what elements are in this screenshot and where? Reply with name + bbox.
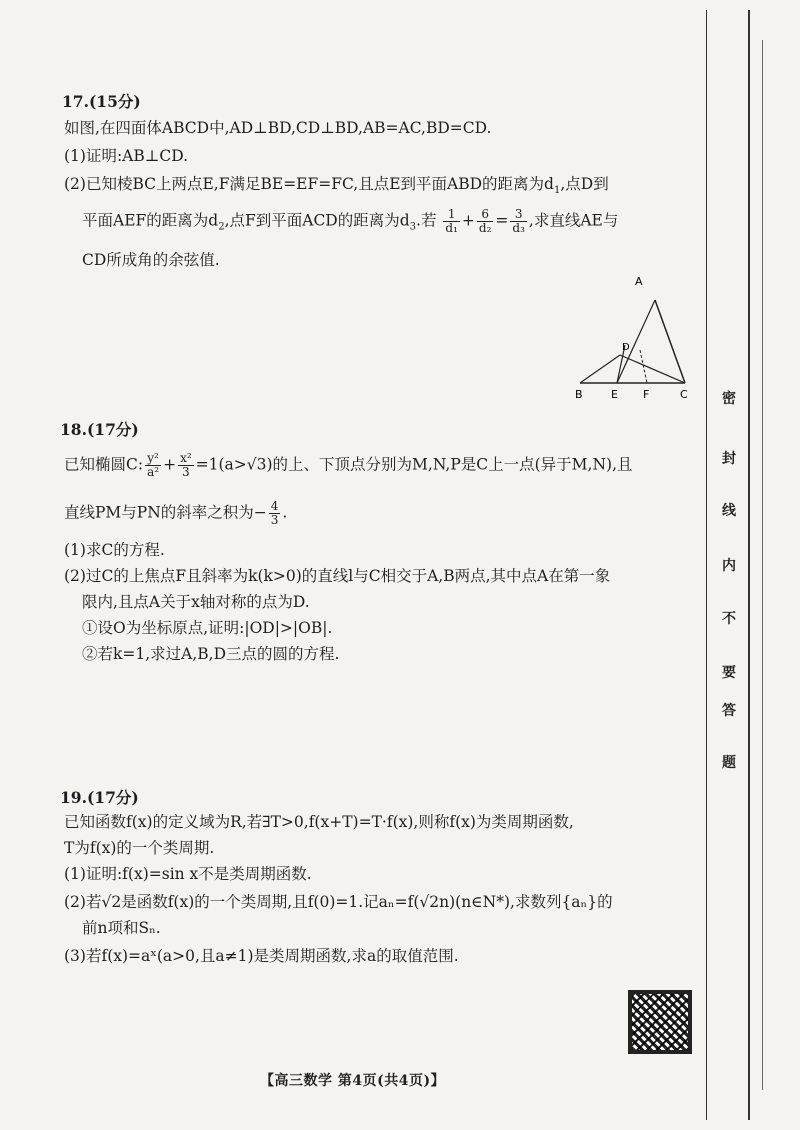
q17-frac3 bbox=[510, 208, 527, 235]
q18-part2-line2: 限内,且点A关于x轴对称的点为D. bbox=[82, 593, 310, 611]
q17-frac3-den: d₃ bbox=[512, 221, 525, 235]
edge-DC bbox=[620, 355, 685, 383]
q18-line2-start: 直线PM与PN的斜率之积为− bbox=[64, 503, 267, 522]
q18-eq-y: y² bbox=[145, 452, 161, 466]
q17-stem: 如图,在四面体ABCD中,AD⊥BD,CD⊥BD,AB=AC,BD=CD. bbox=[64, 119, 492, 137]
q18-stem-line2 bbox=[64, 500, 287, 527]
label-D: D bbox=[622, 342, 630, 353]
q18-frac-x bbox=[178, 452, 194, 479]
q18-frac-num: 4 bbox=[270, 499, 279, 513]
q18-number bbox=[60, 418, 139, 440]
q18-eq-a: a² bbox=[147, 465, 160, 479]
q17-frac2-num: 6 bbox=[477, 208, 494, 222]
q19-stem-line1: 已知函数f(x)的定义域为R,若∃T>0,f(x+T)=T·f(x),则称f(x)为类周期函数, bbox=[64, 813, 574, 831]
q19-stem-line2: T为f(x)的一个类周期. bbox=[64, 839, 215, 857]
q17-frac1 bbox=[443, 208, 460, 235]
q17-sub3: 3 bbox=[409, 221, 417, 233]
q18-eq-3: 3 bbox=[182, 465, 190, 479]
seal-char-7: 题 bbox=[722, 755, 736, 771]
q17-sub2: 2 bbox=[218, 221, 225, 233]
q17-frac1-num: 1 bbox=[443, 208, 460, 222]
q18-num: 18. bbox=[60, 420, 87, 439]
label-A: A bbox=[635, 275, 643, 288]
binding-line-3 bbox=[762, 40, 763, 1090]
q17-frac2 bbox=[477, 208, 494, 235]
q18-frac-y bbox=[145, 452, 161, 479]
q19-score: (17分) bbox=[86, 788, 139, 807]
q19-part2-line2: 前n项和Sₙ. bbox=[82, 919, 161, 937]
q18-frac-den: 3 bbox=[270, 513, 279, 527]
q17-num: 17. bbox=[62, 92, 89, 111]
q18-sub2: ②若k=1,求过A,B,D三点的圆的方程. bbox=[82, 645, 340, 663]
q17-part2a: (2)已知棱BC上两点E,F满足BE=EF=FC,且点E到平面ABD的距离为d bbox=[64, 175, 554, 193]
q17-part2-line2: 平面AEF的距离为$d_2$,点F到平面ACD的距离为$d_3$.若 $\frac{1}{\text{d₁}}$ + $\frac{6}{\text{d₂}}$ = $\frac{3}{\text{d₃}}$ ,求直线AE与 bbox=[82, 207, 619, 235]
q19-part3: (3)若f(x)=aˣ(a>0,且a≠1)是类周期函数,求a的取值范围. bbox=[64, 947, 459, 965]
label-F: F bbox=[643, 388, 650, 401]
page-footer: 【高三数学 第4页(共4页)】 bbox=[260, 1073, 446, 1089]
q17-score: (15分) bbox=[88, 92, 141, 111]
q17-number bbox=[62, 90, 141, 112]
qr-code bbox=[628, 990, 692, 1054]
q18-line2-end: . bbox=[282, 503, 288, 522]
q18-score: (17分) bbox=[86, 420, 139, 439]
label-B: B bbox=[575, 388, 583, 401]
q18-sub1: ①设O为坐标原点,证明:|OD|>|OB|. bbox=[82, 619, 333, 637]
q17-frac2-den: d₂ bbox=[478, 221, 492, 235]
label-C: C bbox=[680, 388, 688, 401]
q17-frac3-num: 3 bbox=[510, 208, 527, 222]
q18-eq-x: x² bbox=[180, 451, 192, 465]
q17-part2b-if: .若 bbox=[416, 211, 437, 230]
seal-char-2: 线 bbox=[722, 503, 736, 519]
q18-frac-slope bbox=[269, 500, 281, 527]
q19-num: 19. bbox=[60, 788, 87, 807]
q17-part2-line3: CD所成角的余弦值. bbox=[82, 251, 220, 269]
binding-line-2 bbox=[748, 10, 750, 1120]
q17-part2-line1 bbox=[64, 174, 609, 201]
tetrahedron-figure bbox=[560, 270, 700, 410]
q18-line1-start: 已知椭圆C: bbox=[64, 455, 144, 474]
binding-line-1 bbox=[706, 10, 707, 1120]
q18-stem-line1: 已知椭圆C: $\frac{\text{y²}}{\text{a²}}$ + $\frac{\text{x²}}{3}$ =1(a>√3)的上、下顶点分别为M,N,P是C上一点(异于M,N),且 bbox=[64, 451, 633, 479]
q17-part1: (1)证明:AB⊥CD. bbox=[64, 147, 189, 165]
label-E: E bbox=[611, 388, 618, 401]
q17-part2b-start: 平面AEF的距离为d bbox=[82, 211, 219, 230]
q17-part2b-end: ,求直线AE与 bbox=[528, 211, 619, 230]
q18-part2-line1: (2)过C的上焦点F且斜率为k(k>0)的直线l与C相交于A,B两点,其中点A在第一象 bbox=[64, 567, 611, 585]
edge-BD bbox=[580, 355, 620, 383]
q17-part2b-mid: ,点F到平面ACD的距离为d bbox=[224, 211, 410, 230]
q18-part1: (1)求C的方程. bbox=[64, 541, 165, 559]
seal-char-0: 密 bbox=[722, 391, 736, 407]
q18-line1-end: =1(a>√3)的上、下顶点分别为M,N,P是C上一点(异于M,N),且 bbox=[195, 455, 633, 474]
q19-number bbox=[60, 786, 139, 808]
q19-part1: (1)证明:f(x)=sin x不是类周期函数. bbox=[64, 865, 312, 883]
q17-frac1-den: d₁ bbox=[445, 221, 458, 235]
seal-char-1: 封 bbox=[722, 451, 736, 467]
seal-char-3: 内 bbox=[722, 558, 736, 574]
seal-char-6: 答 bbox=[722, 703, 736, 719]
q17-sub1: 1 bbox=[553, 185, 561, 197]
q19-part2-line1: (2)若√2是函数f(x)的一个类周期,且f(0)=1.记aₙ=f(√2n)(n∈N*),求数列{aₙ}的 bbox=[64, 893, 613, 911]
edge-AC bbox=[655, 300, 685, 383]
q17-part2a-end: ,点D到 bbox=[560, 175, 609, 193]
seal-char-5: 要 bbox=[722, 665, 736, 681]
seal-char-4: 不 bbox=[722, 611, 736, 627]
